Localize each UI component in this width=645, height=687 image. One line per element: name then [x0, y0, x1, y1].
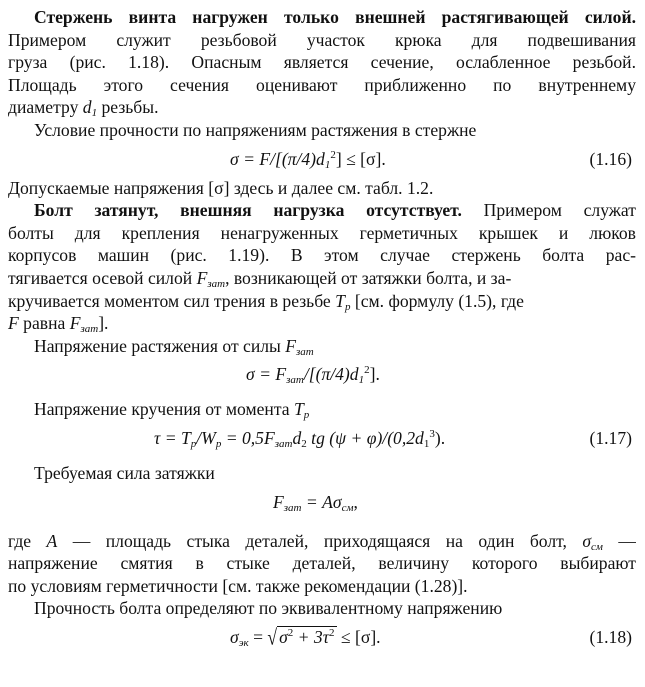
paragraph-1-line-1 — [8, 6, 636, 29]
paragraph-4-line-1: Болт затянут, внешняя нагрузка отсутствует. Примером служат — [34, 200, 636, 221]
paragraph-8-line-2: напряжение смятия в стыке деталей, величину которого выбирают — [8, 553, 636, 574]
formula-1-16-number: (1.16) — [589, 148, 632, 169]
formula-1-18 — [8, 620, 636, 655]
formula-1-18-number: (1.18) — [589, 626, 632, 647]
formula-1-16-expression: $\sigma = F/[(\pi/4)d_1^2] \le [\sigma]$. — [230, 148, 386, 171]
paragraph-6: Напряжение кручения от момента $T_р$ — [34, 399, 310, 422]
paragraph-4-line-2: болты для крепления ненагруженных герметичных крышек и люков — [8, 222, 636, 243]
formula-1-17-expression: $\tau = T_р/W_р = 0,5F_{зат}d_2$ tg $(\psi + \varphi)/(0,2d_1^3)$. — [154, 427, 446, 450]
paragraph-5: Напряжение растяжения от силы $F_{зат}$ — [34, 335, 314, 358]
paragraph-8-line-1: где A — площадь стыка деталей, приходящаяся на один болт, $\sigma_{см}$ — — [8, 530, 636, 553]
paragraph-9: Прочность болта определяют по эквивалентному напряжению — [34, 598, 503, 619]
formula-tension-expression: $\sigma = F_{зат}/[(\pi/4)d_1^2]$. — [246, 364, 380, 387]
section-lead-tensile: Стержень винта нагружен только внешней растягивающей силой. — [34, 7, 636, 27]
section-lead-tightened: Болт затянут, внешняя нагрузка отсутствует. — [34, 200, 462, 221]
formula-clamping-force — [8, 485, 636, 520]
paragraph-1-line-5: диаметру $d_1$ резьбы. — [8, 97, 159, 120]
formula-1-17-number: (1.17) — [589, 427, 632, 448]
square-root-radicand: $\sigma^2 + 3\tau^2$ — [279, 626, 335, 647]
paragraph-4-line-5: кручивается моментом сил трения в резьбе $T_р$ [см. формулу (1.5), где — [8, 290, 524, 313]
paragraph-1-line-3: груза (рис. 1.18). Опасным является сечение, ослабленное резьбой. — [8, 52, 636, 73]
textbook-page — [8, 6, 636, 655]
paragraph-4-line-6: F равна $F_{зат}$]. — [8, 313, 109, 336]
paragraph-1-line-4: Площадь этого сечения оценивают приближенно по внутреннему — [8, 74, 636, 95]
paragraph-4-line-4: тягивается осевой силой $F_{зат}$, возникающей от затяжки болта, и за- — [8, 267, 512, 290]
formula-1-17 — [8, 421, 636, 456]
paragraph-3: Допускаемые напряжения [σ] здесь и далее см. табл. 1.2. — [8, 177, 434, 198]
paragraph-8-line-3: по условиям герметичности [см. также рекомендации (1.28)]. — [8, 575, 468, 596]
formula-1-16 — [8, 142, 636, 177]
square-root-icon: √ — [267, 624, 278, 650]
formula-clamping-force-expression: $F_{зат} = A\sigma_{см}$, — [273, 491, 358, 514]
paragraph-7: Требуемая сила затяжки — [34, 462, 215, 483]
paragraph-1-line-2: Примером служит резьбовой участок крюка для подвешивания — [8, 29, 636, 50]
paragraph-2: Условие прочности по напряжениям растяжения в стержне — [34, 119, 477, 140]
formula-tension — [8, 357, 636, 392]
paragraph-4-line-3: корпусов машин (рис. 1.19). В этом случае стержень болта рас- — [8, 245, 636, 266]
formula-1-18-expression: $\sigma_{эк}$ = √ $\sigma^2 + 3\tau^2 \le [\sigma]$. — [230, 624, 381, 650]
